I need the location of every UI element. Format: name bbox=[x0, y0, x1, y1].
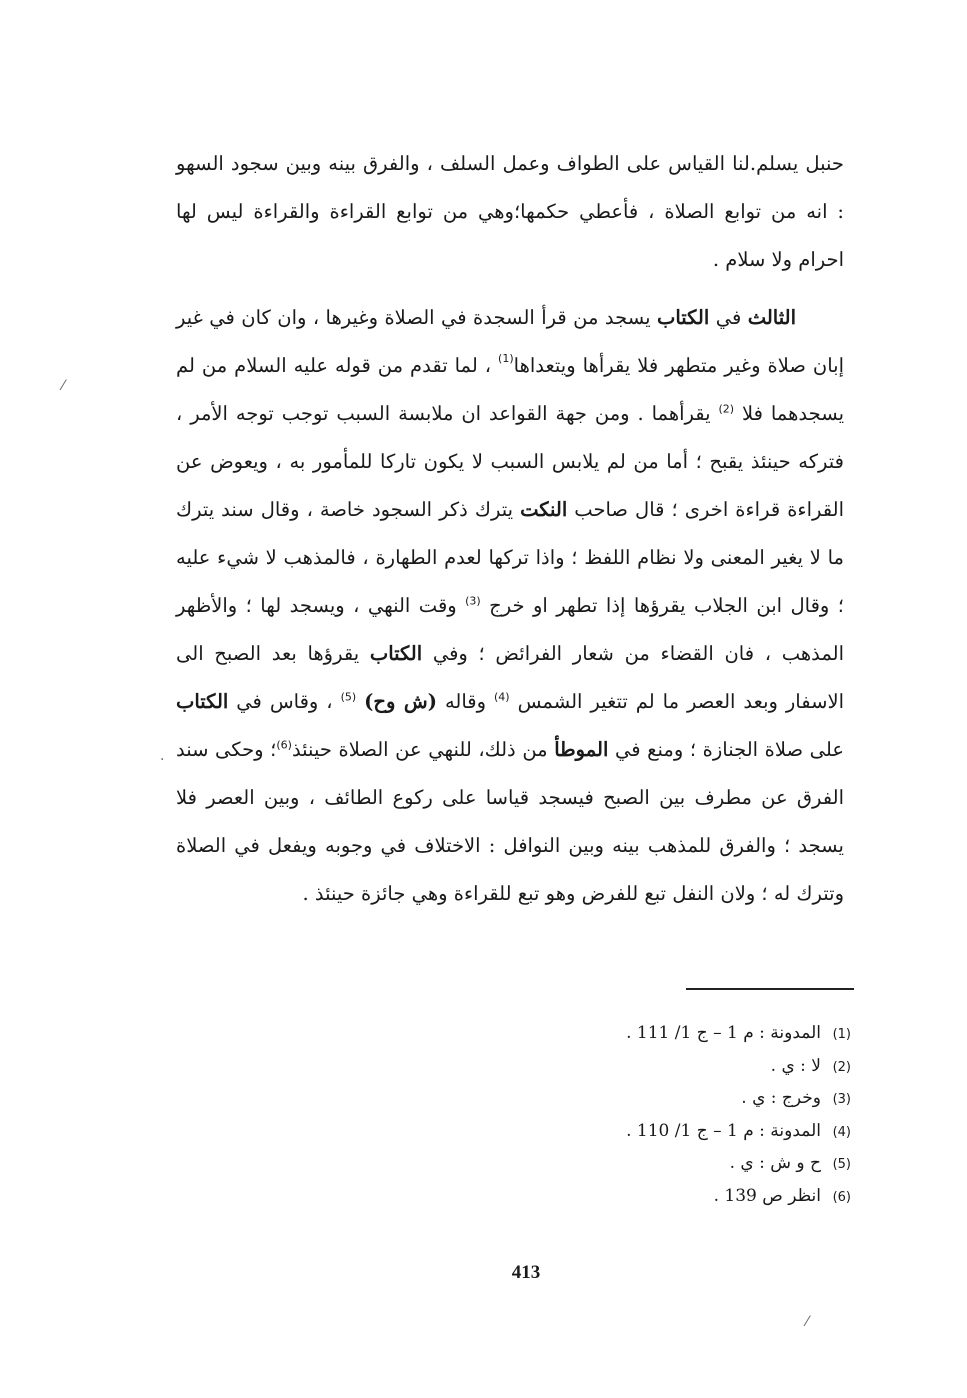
footnote-number: (6) bbox=[832, 1189, 851, 1205]
bold-term-al-kitab: الكتاب bbox=[369, 642, 423, 665]
paragraph-2 bbox=[176, 294, 844, 918]
bold-term-al-kitab: الكتاب bbox=[176, 690, 229, 713]
footnote-number: (5) bbox=[832, 1157, 851, 1172]
footnote-text: المدونة : م 1 – ج 1/ 111 . bbox=[626, 1023, 821, 1043]
text-segment: في bbox=[709, 306, 748, 329]
footnote-item bbox=[451, 1181, 851, 1214]
margin-stroke-mark: ⁄ bbox=[62, 378, 65, 394]
footnote-item bbox=[451, 1148, 851, 1181]
footnote-number: (2) bbox=[832, 1059, 851, 1075]
text-segment: ؛ وحكى سند الفرق عن مطرف بين الصبح فيسجد قياسا على ركوع الطائف ، وبين العصر فلا يسجد ؛ والفرق للمذهب بينه وبين النوافل : الاختلاف في وجوبه ويفعل في الصلاة وتترك له ؛ ولان النفل تبع للفرض وهو تبع للقراءة وهي جائزة حينئذ . bbox=[176, 738, 844, 905]
footnote-ref-4: (4) bbox=[494, 690, 510, 704]
text-segment: يسجد من قرأ السجدة في الصلاة وغيرها ، وان كان في غير إبان صلاة وغير متطهر فلا يقرأها ويتعداها bbox=[176, 306, 844, 377]
text-segment: وقت النهي ، ويسجد لها ؛ والأظهر المذهب ، فان القضاء من شعار الفرائض ؛ وفي bbox=[176, 594, 844, 665]
footnote-text: انظر ص 139 . bbox=[713, 1185, 821, 1206]
footnote-number: (4) bbox=[832, 1124, 851, 1140]
bold-term-sh-wah: (ش وح) bbox=[364, 690, 437, 713]
text-segment: ، لما تقدم من قوله عليه السلام من لم يسجدهما فلا bbox=[176, 354, 845, 425]
text-segment: يقرأهما . ومن جهة القواعد ان ملابسة السبب توجب توجه الأمر ، فتركه حينئذ يقبح ؛ أما من لم يلابس السبب لا يكون تاركا للمأمور به ، ويعوض عن القراءة قراءة اخرى ؛ قال صاحب bbox=[176, 402, 845, 521]
margin-stroke-mark: ⁄ bbox=[806, 1314, 809, 1330]
text-segment: وقاله bbox=[436, 690, 494, 713]
footnote-item bbox=[451, 1018, 851, 1051]
footnote-ref-6: (6) bbox=[276, 738, 292, 752]
bold-term-al-muwatta: الموطأ bbox=[554, 738, 609, 761]
footnote-item bbox=[451, 1083, 851, 1116]
footnote-number: (3) bbox=[832, 1092, 851, 1107]
footnote-number: (1) bbox=[832, 1027, 851, 1042]
footnote-ref-5: (5) bbox=[340, 690, 357, 704]
footnote-text: ح و ش : ي . bbox=[729, 1153, 821, 1173]
footnotes-list bbox=[451, 1018, 851, 1213]
bold-term-al-nukat: النكت bbox=[520, 498, 568, 521]
footnote-divider bbox=[686, 988, 854, 990]
text-segment: يترك ذكر السجود خاصة ، وقال سند يترك ما لا يغير المعنى ولا نظام اللفظ ؛ واذا تركها لعدم الطهارة ، فالمذهب لا شيء عليه ؛ وقال ابن الجلاب يقرؤها إذا تطهر او خرج bbox=[176, 498, 844, 617]
footnote-text: وخرج : ي . bbox=[741, 1088, 821, 1108]
footnote-ref-1: (1) bbox=[498, 352, 514, 365]
text-segment: على صلاة الجنازة ؛ ومنع في bbox=[608, 738, 844, 761]
page-number: 413 bbox=[511, 1262, 541, 1283]
footnote-item bbox=[451, 1116, 851, 1149]
main-text bbox=[176, 140, 844, 918]
text-segment: يقرؤها بعد الصبح الى الاسفار وبعد العصر ما لم تتغير الشمس bbox=[176, 642, 844, 713]
footnote-ref-3: (3) bbox=[465, 594, 481, 608]
margin-dot-mark: · bbox=[160, 752, 165, 768]
footnote-ref-2: (2) bbox=[718, 402, 735, 416]
text-segment: من ذلك، للنهي عن الصلاة حينئذ bbox=[291, 738, 555, 761]
text-segment: ، وقاس في bbox=[228, 690, 341, 713]
paragraph-1-text: حنبل يسلم.لنا القياس على الطواف وعمل السلف ، والفرق بينه وبين سجود السهو : انه من توابع الصلاة ، فأعطي حكمها؛وهي من توابع القراءة والقراءة ليس لها احرام ولا سلام . bbox=[176, 152, 844, 271]
footnote-text: المدونة : م 1 – ج 1/ 110 . bbox=[626, 1120, 821, 1141]
bold-term-al-kitab: الكتاب bbox=[656, 306, 710, 329]
footnote-item bbox=[451, 1051, 851, 1084]
footnote-text: لا : ي . bbox=[770, 1055, 821, 1076]
bold-term-al-thalith: الثالث bbox=[747, 306, 796, 329]
paragraph-1 bbox=[176, 140, 844, 284]
